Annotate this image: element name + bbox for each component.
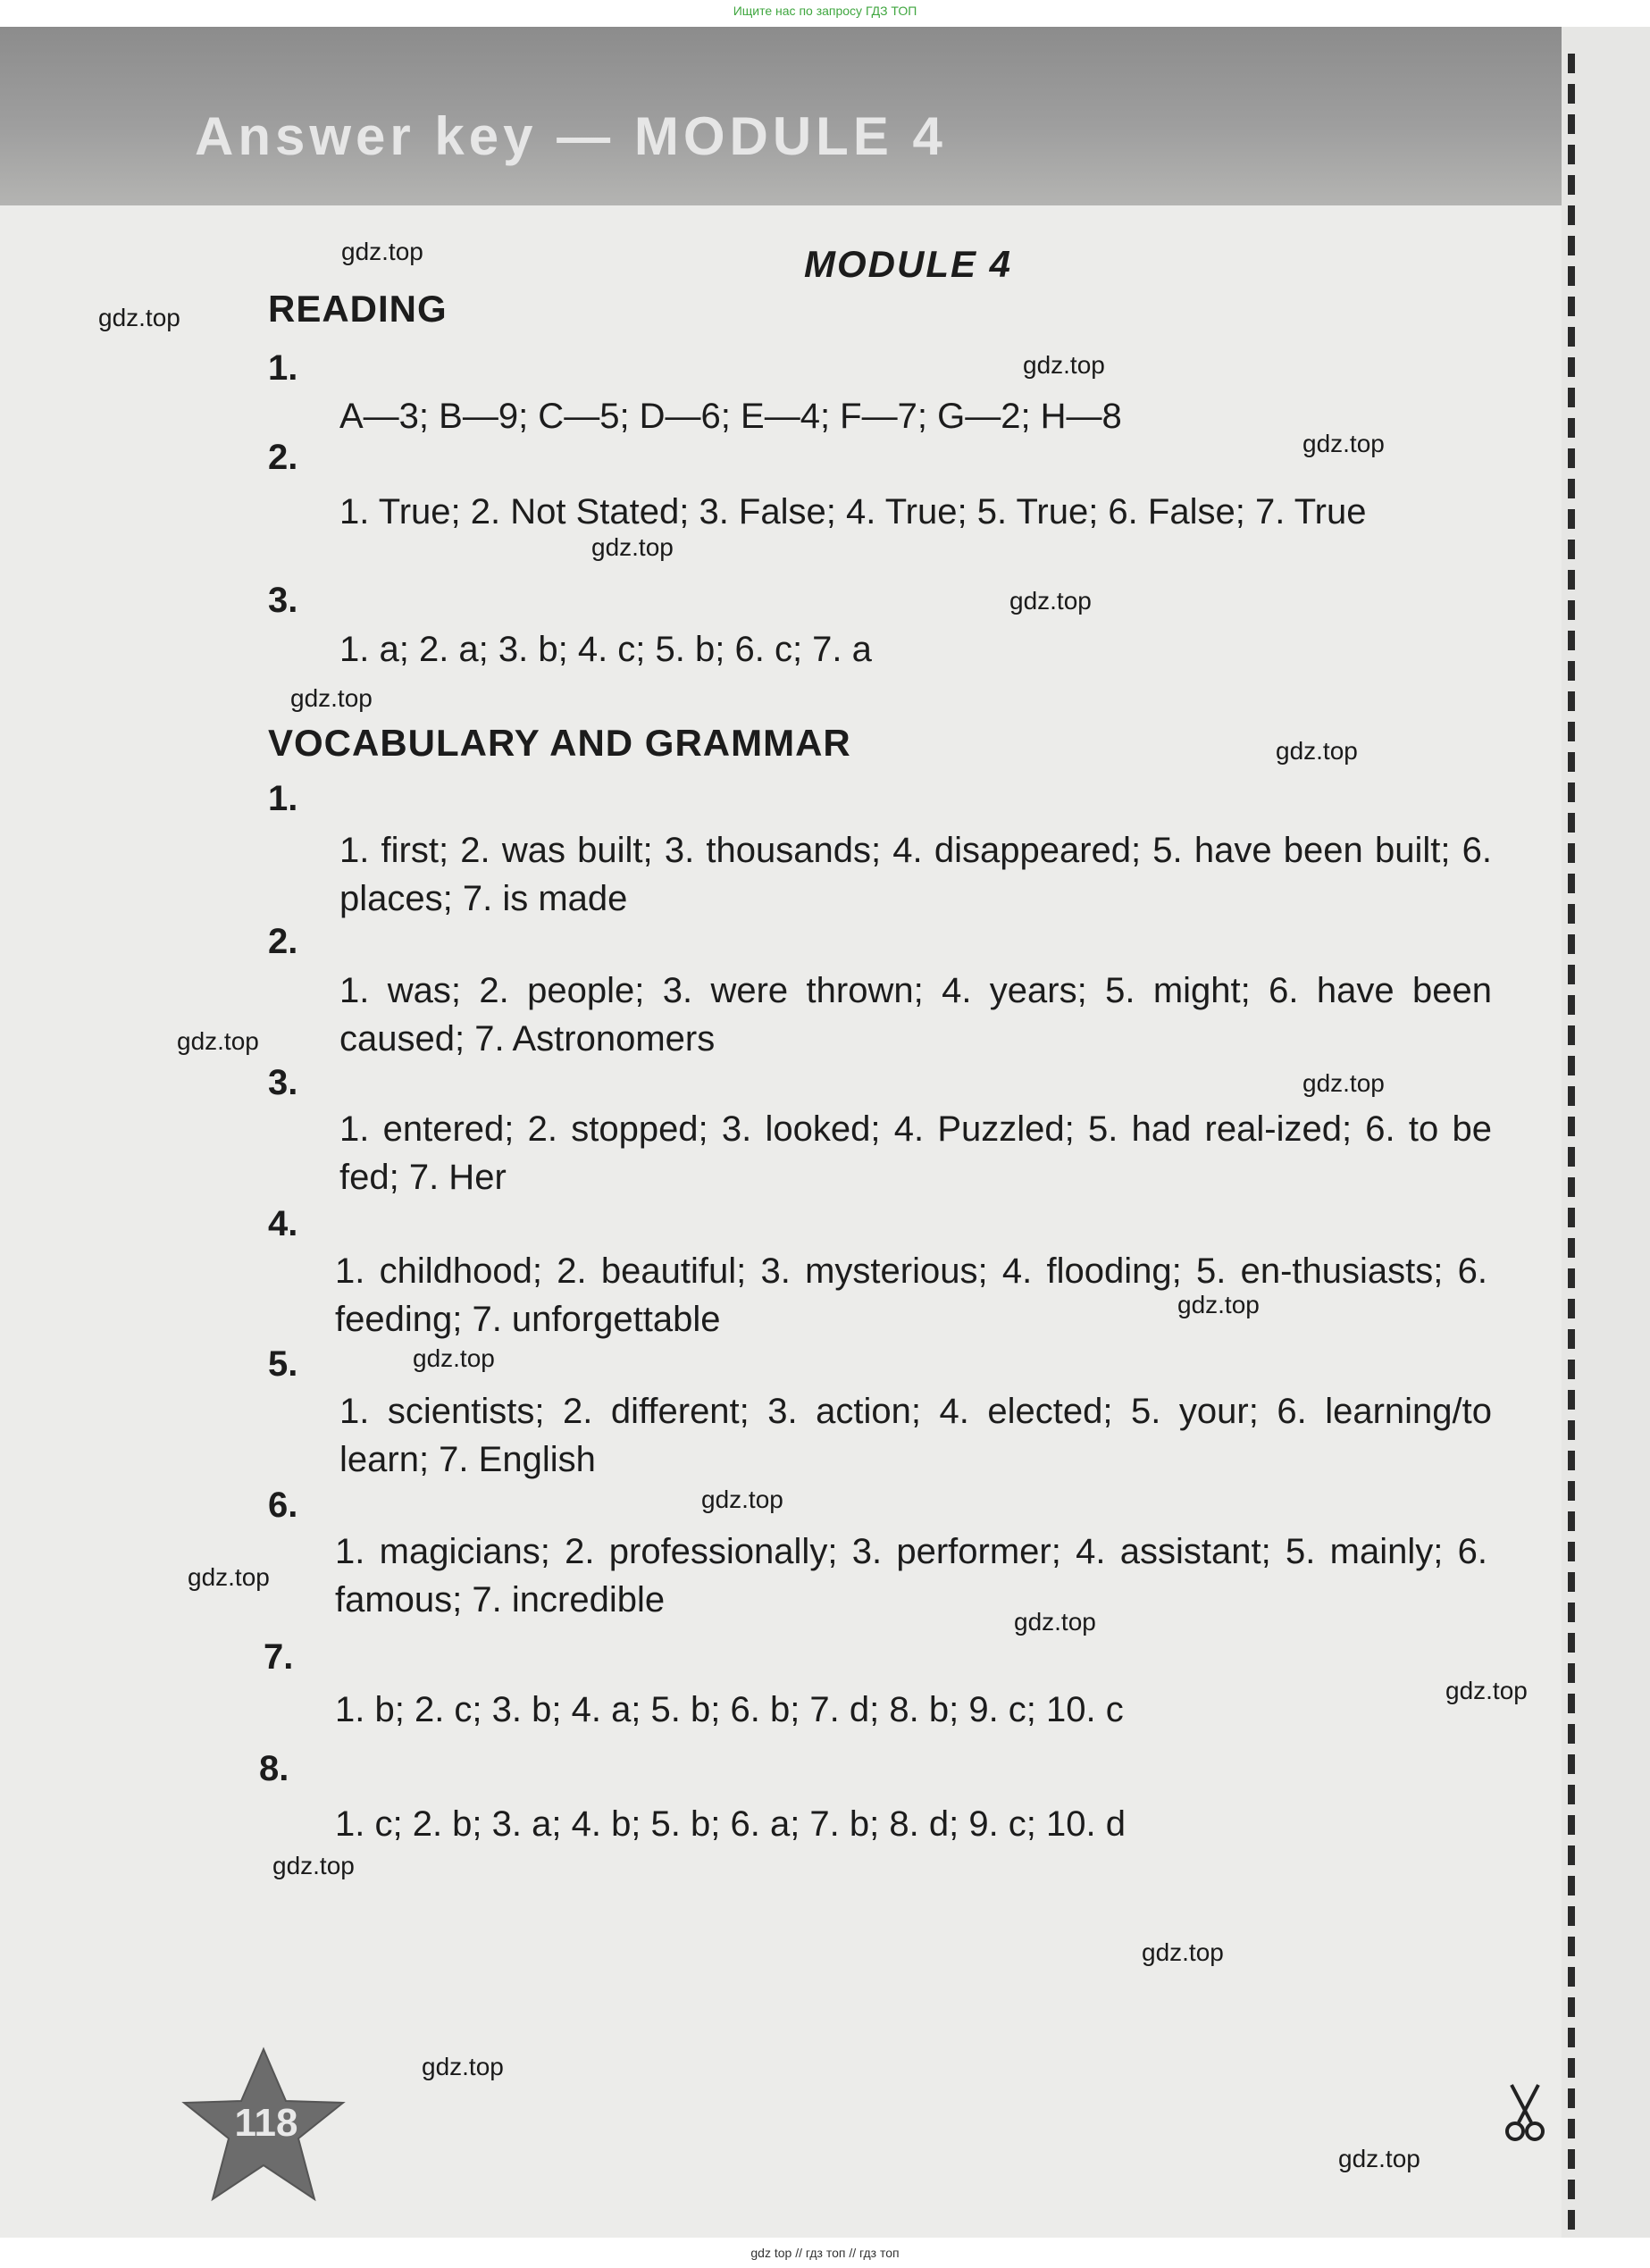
watermark: gdz.top xyxy=(1177,1291,1260,1318)
vocabulary-item-number: 6. xyxy=(268,1485,298,1525)
vocabulary-item-number: 1. xyxy=(268,779,298,818)
cut-line xyxy=(1568,54,1575,2233)
vocabulary-item-answer: 1. b; 2. c; 3. b; 4. a; 5. b; 6. b; 7. d; 8. b; 9. c; 10. c xyxy=(335,1690,1124,1729)
scissors-icon xyxy=(1503,2081,1547,2144)
vocabulary-item-number: 7. xyxy=(264,1637,294,1677)
watermark: gdz.top xyxy=(1009,587,1092,615)
watermark: gdz.top xyxy=(1338,2145,1420,2172)
vocabulary-heading: VOCABULARY AND GRAMMAR xyxy=(268,722,851,764)
reading-item-answer: A—3; B—9; C—5; D—6; E—4; F—7; G—2; H—8 xyxy=(339,397,1122,436)
watermark: gdz.top xyxy=(272,1852,355,1879)
watermark: gdz.top xyxy=(1302,1069,1385,1097)
vocabulary-item-answer: 1. c; 2. b; 3. a; 4. b; 5. b; 6. a; 7. b; 8. d; 9. c; 10. d xyxy=(335,1804,1126,1844)
reading-item-number: 1. xyxy=(268,348,298,388)
watermark: gdz.top xyxy=(341,238,423,265)
vocabulary-item-answer: 1. scientists; 2. different; 3. action; 4. elected; 5. your; 6. learning/to learn; 7. English xyxy=(339,1392,1492,1479)
top-note: Ищите нас по запросу ГДЗ ТОП xyxy=(733,4,917,18)
vocabulary-item-number: 8. xyxy=(259,1749,289,1788)
vocabulary-item-number: 2. xyxy=(268,922,298,961)
reading-heading: READING xyxy=(268,288,448,330)
reading-item-number: 3. xyxy=(268,581,298,620)
watermark: gdz.top xyxy=(1276,737,1358,765)
reading-item-answer: 1. True; 2. Not Stated; 3. False; 4. True; 5. True; 6. False; 7. True xyxy=(339,492,1367,531)
watermark: gdz.top xyxy=(188,1563,270,1591)
watermark: gdz.top xyxy=(413,1344,495,1372)
vocabulary-item-number: 5. xyxy=(268,1344,298,1384)
watermark: gdz.top xyxy=(1445,1677,1528,1704)
page-number: 118 xyxy=(234,2101,298,2145)
watermark: gdz.top xyxy=(98,304,180,331)
vocabulary-item-answer: 1. magicians; 2. professionally; 3. performer; 4. assistant; 5. mainly; 6. famous; 7. incredible xyxy=(335,1532,1487,1619)
header-title: Answer key — MODULE 4 xyxy=(195,106,947,166)
module-title: MODULE 4 xyxy=(804,243,1013,285)
watermark: gdz.top xyxy=(1014,1608,1096,1636)
vocabulary-item-number: 4. xyxy=(268,1204,298,1243)
watermark: gdz.top xyxy=(591,533,674,561)
header-banner xyxy=(0,27,1586,205)
vocabulary-item-number: 3. xyxy=(268,1063,298,1102)
reading-item-number: 2. xyxy=(268,438,298,477)
bottom-note: gdz top // гдз топ // гдз топ xyxy=(750,2246,900,2260)
watermark: gdz.top xyxy=(1142,1938,1224,1966)
watermark: gdz.top xyxy=(1023,351,1105,379)
watermark: gdz.top xyxy=(177,1027,259,1055)
reading-item-answer: 1. a; 2. a; 3. b; 4. c; 5. b; 6. c; 7. a xyxy=(339,630,872,669)
watermark: gdz.top xyxy=(701,1485,783,1513)
vocabulary-item-answer: 1. entered; 2. stopped; 3. looked; 4. Puzzled; 5. had real-ized; 6. to be fed; 7. Her xyxy=(339,1109,1492,1197)
vocabulary-item-answer: 1. was; 2. people; 3. were thrown; 4. years; 5. might; 6. have been caused; 7. Astronomers xyxy=(339,971,1492,1059)
watermark: gdz.top xyxy=(422,2053,504,2080)
watermark: gdz.top xyxy=(290,684,373,712)
vocabulary-item-answer: 1. childhood; 2. beautiful; 3. mysterious; 4. flooding; 5. en-thusiasts; 6. feeding; 7. unforgettable xyxy=(335,1251,1487,1339)
vocabulary-item-answer: 1. first; 2. was built; 3. thousands; 4. disappeared; 5. have been built; 6. places; 7. is made xyxy=(339,831,1492,918)
watermark: gdz.top xyxy=(1302,430,1385,457)
